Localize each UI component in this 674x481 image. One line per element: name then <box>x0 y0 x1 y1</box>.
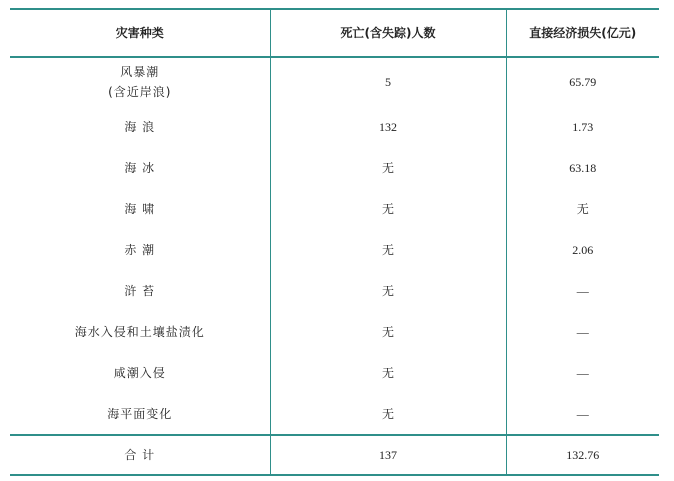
cell-economic-loss: — <box>506 393 659 435</box>
cell-total-label: 合 计 <box>124 448 156 462</box>
table-row <box>10 188 659 229</box>
cell-total-economic-loss: 132.76 <box>506 435 659 475</box>
header-disaster-type: 灾害种类 <box>115 26 164 40</box>
cell-disaster-type-line1: 风暴潮 <box>120 65 160 79</box>
cell-deaths: 无 <box>270 270 506 311</box>
cell-economic-loss: 2.06 <box>506 229 659 270</box>
cell-economic-loss: — <box>506 352 659 393</box>
cell-disaster-type: 海 啸 <box>124 201 156 216</box>
cell-economic-loss: 63.18 <box>506 147 659 188</box>
cell-disaster-type: 海平面变化 <box>107 406 173 421</box>
cell-disaster-type: 赤 潮 <box>124 242 156 257</box>
table-row <box>10 106 659 147</box>
cell-economic-loss: 无 <box>506 188 659 229</box>
cell-total-deaths: 137 <box>270 435 506 475</box>
cell-disaster-type: 海水入侵和土壤盐渍化 <box>74 324 205 339</box>
cell-disaster-type-line2: (含近岸浪) <box>108 85 172 99</box>
cell-disaster-type: 海 冰 <box>124 160 156 175</box>
cell-economic-loss: — <box>506 270 659 311</box>
cell-deaths: 132 <box>270 106 506 147</box>
cell-deaths: 无 <box>270 393 506 435</box>
cell-disaster-type <box>10 57 270 106</box>
table-header-row <box>10 9 659 57</box>
cell-deaths: 无 <box>270 311 506 352</box>
table-total-row <box>10 435 659 475</box>
table-row <box>10 393 659 435</box>
table-row <box>10 57 659 106</box>
cell-disaster-type: 浒 苔 <box>124 283 156 298</box>
table-row <box>10 311 659 352</box>
cell-deaths: 无 <box>270 229 506 270</box>
cell-economic-loss: 65.79 <box>506 57 659 106</box>
disaster-loss-table <box>10 8 659 476</box>
header-economic-loss: 直接经济损失(亿元) <box>506 9 659 57</box>
table-row <box>10 229 659 270</box>
header-deaths: 死亡(含失踪)人数 <box>270 9 506 57</box>
cell-deaths: 无 <box>270 147 506 188</box>
cell-deaths: 5 <box>270 57 506 106</box>
cell-disaster-type: 咸潮入侵 <box>113 365 166 380</box>
cell-economic-loss: 1.73 <box>506 106 659 147</box>
cell-deaths: 无 <box>270 352 506 393</box>
disaster-loss-table-wrapper <box>10 8 659 476</box>
table-row <box>10 147 659 188</box>
table-row <box>10 270 659 311</box>
cell-disaster-type: 海 浪 <box>124 119 156 134</box>
cell-economic-loss: — <box>506 311 659 352</box>
table-row <box>10 352 659 393</box>
cell-deaths: 无 <box>270 188 506 229</box>
